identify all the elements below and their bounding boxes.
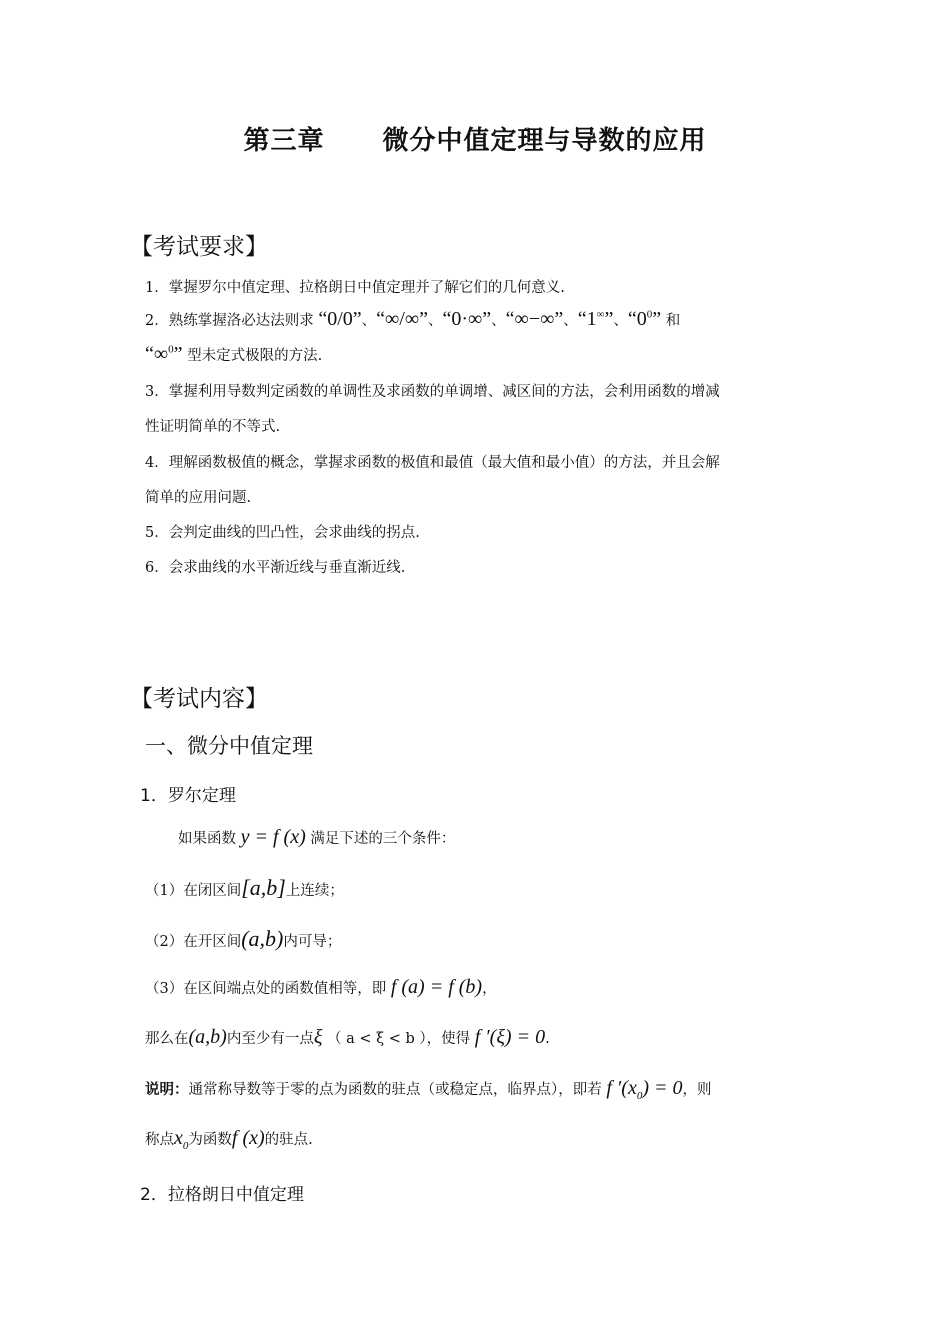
formula: (a,b) [241,926,284,951]
note-label: 说明： [145,1082,189,1098]
exponent: 0 [168,343,174,356]
requirement-1: 1．掌握罗尔中值定理、拉格朗日中值定理并了解它们的几何意义. [145,280,565,296]
note-text: 通常称导数等于零的点为函数的驻点（或稳定点，临界点），即若 [188,1082,602,1098]
rolle-conclusion [145,1026,550,1049]
condition-tail: 内可导； [283,934,342,950]
quote-close: ” [173,343,183,365]
requirement-2-cont [145,343,322,366]
note [145,1077,711,1102]
subscript: 0 [636,1090,643,1102]
requirement-3: 3．掌握利用导数判定函数的单调性及求函数的单调增、减区间的方法，会利用函数的增减 [145,384,720,400]
form-inf-over-inf: “∞/∞” [376,308,428,330]
exponent: ∞ [596,308,605,321]
base: “∞ [145,343,169,365]
requirement-2-text: 2．熟练掌握洛必达法则求 [145,313,314,329]
chapter-title [0,120,950,157]
requirement-4: 4．理解函数极值的概念，掌握求函数的极值和最值（最大值和最小值）的方法，并且会解 [145,455,720,471]
theorem-heading-lagrange: 2．拉格朗日中值定理 [140,1185,304,1205]
xi-symbol: ξ [313,1026,323,1048]
form-0-pow-0 [628,308,661,330]
variable: x [174,1127,183,1149]
formula: (a,b) [188,1026,227,1048]
condition-text: （3）在区间端点处的函数值相等，即 [145,981,387,997]
subsection-heading: 一、微分中值定理 [145,734,313,758]
separator: 、 [361,313,377,329]
separator: 、 [427,313,443,329]
form-0-times-inf: “0·∞” [442,308,492,330]
rolle-condition-3 [145,976,497,999]
requirement-4-cont: 简单的应用问题. [145,490,252,506]
formula: y = f (x) [240,826,306,848]
quote-close: ” [604,308,614,330]
note-cont [145,1127,313,1152]
rolle-premise [178,826,455,849]
conclusion-text: 那么在 [145,1031,189,1047]
separator: 、 [491,313,506,329]
theorem-heading-rolle: 1．罗尔定理 [140,786,236,806]
condition-range: （ a < ξ < b ），使得 [327,1031,471,1047]
form-1-pow-inf [578,308,614,330]
formula: f (x) [231,1127,265,1149]
conclusion-mid: 内至少有一点 [226,1031,314,1047]
condition-text: （2）在开区间 [145,934,242,950]
quote-close: ” [652,308,662,330]
premise-text: 如果函数 [178,831,236,847]
note-end: ，则 [682,1082,712,1098]
conjunction: 和 [665,313,681,329]
condition-tail: ， [482,981,497,997]
base: “1 [577,308,597,330]
condition-tail: 上连续； [285,883,344,899]
exponent: 0 [646,308,653,321]
requirement-2-tail: 型未定式极限的方法. [187,348,323,364]
period: . [545,1031,550,1047]
subscript: 0 [182,1140,189,1152]
section-heading-content: 【考试内容】 [130,686,268,712]
requirement-3-cont: 性证明简单的不等式. [145,419,281,435]
separator: 、 [613,313,628,329]
rolle-condition-2 [145,926,341,952]
requirement-5: 5．会判定曲线的凹凸性，会求曲线的拐点. [145,525,420,541]
base: “0 [627,308,647,330]
x0-symbol [174,1127,189,1152]
note-text: 称点 [145,1132,174,1148]
form-inf-minus-inf: “∞−∞” [505,308,564,330]
form-0-over-0: “0/0” [318,308,362,330]
separator: 、 [563,313,578,329]
formula [606,1077,683,1102]
requirement-6: 6．会求曲线的水平渐近线与垂直渐近线. [145,560,406,576]
premise-tail: 满足下述的三个条件： [310,831,456,847]
chapter-name: 微分中值定理与导数的应用 [382,126,707,156]
note-end: 的驻点. [264,1132,313,1148]
note-mid: 为函数 [188,1132,232,1148]
formula: f (a) = f (b) [390,976,483,998]
formula: [a,b] [241,875,286,900]
requirement-2 [145,308,680,331]
formula: f ′(ξ) = 0 [474,1026,546,1048]
rolle-condition-1 [145,875,344,901]
section-heading-requirements: 【考试要求】 [130,234,268,260]
chapter-number: 第三章 [243,126,325,156]
formula-tail: ) = 0 [642,1077,683,1099]
form-inf-pow-0 [145,343,183,365]
formula-head: f ′(x [606,1077,637,1099]
condition-text: （1）在闭区间 [145,883,242,899]
